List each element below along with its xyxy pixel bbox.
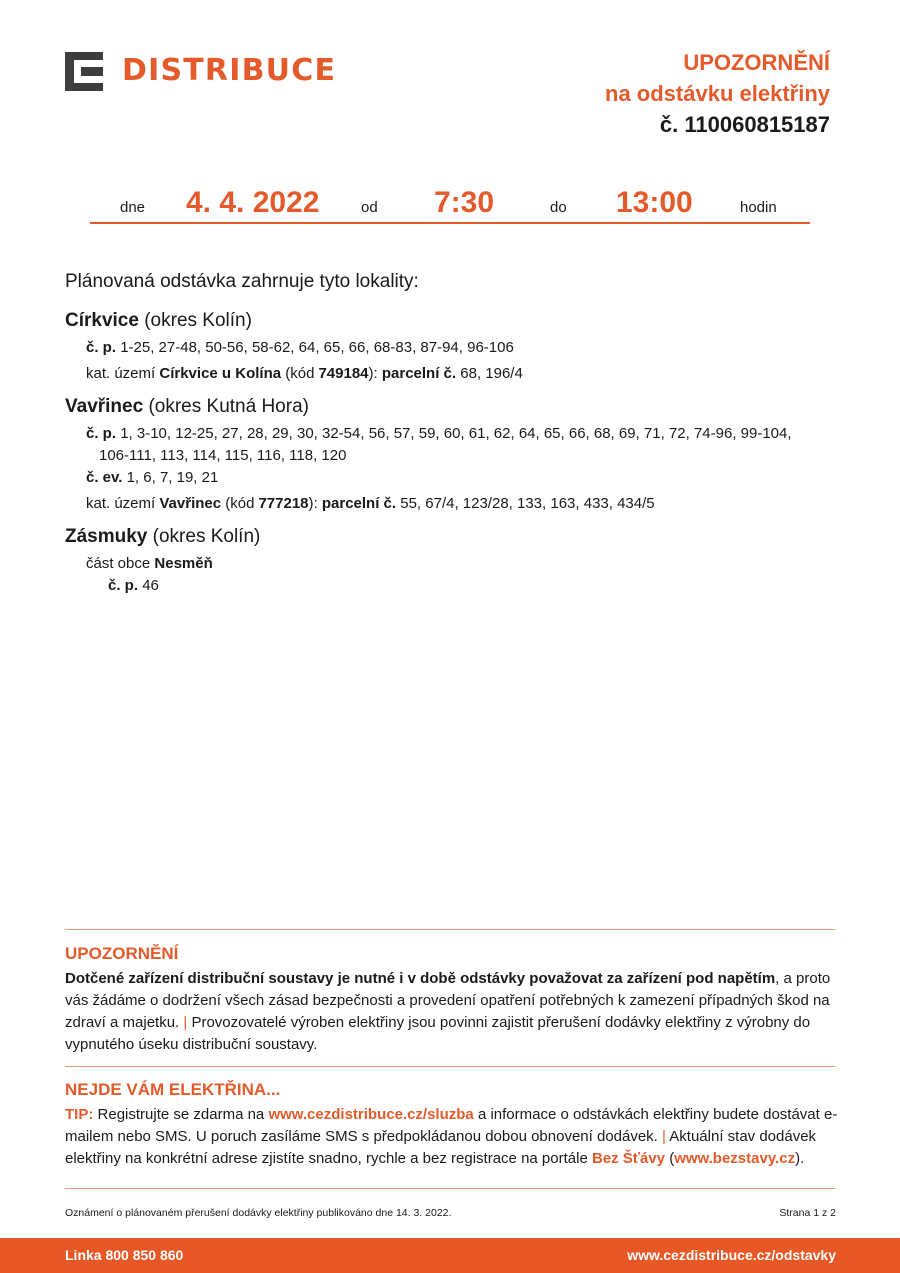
notice-title: UPOZORNĚNÍ xyxy=(683,50,830,75)
warning-text: Dotčené zařízení distribuční soustavy je nutné i v době odstávky považovat za zařízení pod napětím, a proto vás žádáme o dodržení všech zásad bezpečnosti a provedení opatření potřebných k zamezení případných škod na zdraví a majetku. | Provozovatelé výroben elektřiny jsou povinni zajistit přerušení dodávky elektřiny z výrobny do vypnutého úseku distribuční soustavy. xyxy=(65,970,831,1053)
company-logo xyxy=(65,51,336,91)
locality-zasmuky xyxy=(65,525,260,597)
warning-title: UPOZORNĚNÍ xyxy=(65,944,179,963)
house-numbers: č. p. 46 xyxy=(108,577,159,594)
house-numbers-cont: 106-111, 113, 114, 115, 116, 118, 120 xyxy=(99,447,347,464)
registration-numbers: č. ev. 1, 6, 7, 19, 21 xyxy=(86,469,219,486)
locality-name: Zásmuky xyxy=(65,526,148,547)
logo-text: DISTRIBUCE xyxy=(122,53,337,88)
divider xyxy=(65,929,835,930)
outages-website-link[interactable]: www.cezdistribuce.cz/odstavky xyxy=(627,1247,836,1263)
warning-section xyxy=(65,943,840,1056)
locality-title xyxy=(65,525,260,549)
divider xyxy=(65,1066,835,1067)
to-time: 13:00 xyxy=(616,186,693,219)
publication-note: Oznámení o plánovaném přerušení dodávky elektřiny publikováno dne 14. 3. 2022. xyxy=(65,1207,452,1219)
house-numbers: č. p. 1, 3-10, 12-25, 27, 28, 29, 30, 32-54, 56, 57, 59, 60, 61, 62, 64, 65, 66, 68, 69, 71, 72, 74-96, 99-104, xyxy=(86,425,792,442)
divider xyxy=(65,1188,835,1189)
locality-district: (okres Kutná Hora) xyxy=(148,396,309,417)
notice-header xyxy=(605,47,830,140)
notice-subtitle: na odstávku elektřiny xyxy=(605,81,830,106)
hours-label: hodin xyxy=(740,199,777,216)
municipality-part: část obce Nesměň xyxy=(86,555,213,572)
cez-logo-icon xyxy=(65,52,103,91)
footer-bar xyxy=(0,1238,900,1273)
locality-vavrinec xyxy=(65,395,792,515)
house-numbers: č. p. 1-25, 27-48, 50-56, 58-62, 64, 65, 66, 68-83, 87-94, 96-106 xyxy=(86,339,514,356)
locality-district: (okres Kolín) xyxy=(152,526,261,547)
portal-name: Bez Šťávy xyxy=(591,1150,666,1167)
locality-district: (okres Kolín) xyxy=(144,310,252,331)
day-label: dne xyxy=(120,199,146,216)
locality-title xyxy=(65,395,792,419)
no-power-title: NEJDE VÁM ELEKTŘINA... xyxy=(65,1080,281,1099)
from-label: od xyxy=(361,199,378,216)
portal-link[interactable]: www.bezstavy.cz xyxy=(674,1150,796,1167)
locality-name: Vavřinec xyxy=(65,396,144,417)
cadastral-area: kat. území Vavřinec (kód 777218): parcelní č. 55, 67/4, 123/28, 133, 163, 433, 434/5 xyxy=(86,495,655,512)
locality-name: Církvice xyxy=(65,310,139,331)
no-power-text: TIP: Registrujte se zdarma na www.cezdistribuce.cz/sluzba a informace o odstávkách elektřiny budete dostávat e-mailem nebo SMS. U poruch zasíláme SMS s předpokládanou dobou obnovení dodávek. | Aktuální stav dodávek elektřiny na konkrétní adrese zjistíte snadno, rychle a bez registrace na portále Bez Šťávy (www.bezstavy.cz). xyxy=(65,1106,838,1167)
outage-date: 4. 4. 2022 xyxy=(186,186,320,219)
notice-number: č. 110060815187 xyxy=(659,112,830,137)
cadastral-area: kat. území Církvice u Kolína (kód 749184): parcelní č. 68, 196/4 xyxy=(86,365,523,382)
no-power-section xyxy=(65,1079,840,1170)
hotline: Linka 800 850 860 xyxy=(65,1247,184,1263)
locality-cirkvice xyxy=(65,309,523,385)
outage-schedule xyxy=(90,180,810,224)
page-number: Strana 1 z 2 xyxy=(779,1207,836,1219)
to-label: do xyxy=(550,199,567,216)
locality-title xyxy=(65,309,523,333)
localities-intro: Plánovaná odstávka zahrnuje tyto lokality: xyxy=(65,271,419,292)
from-time: 7:30 xyxy=(434,186,495,219)
service-link[interactable]: www.cezdistribuce.cz/sluzba xyxy=(268,1106,474,1123)
